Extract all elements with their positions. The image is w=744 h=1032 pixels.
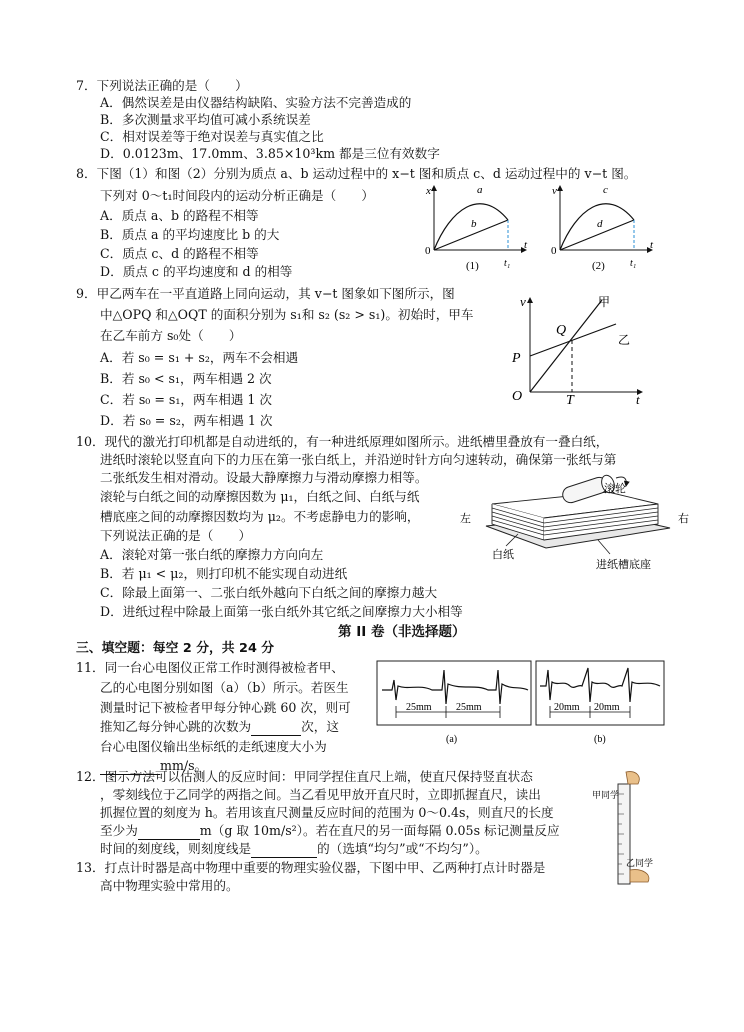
q9-option-c: C．若 s₀ = s₁，两车相遇 1 次 xyxy=(100,392,272,407)
q7-stem: 7．下列说法正确的是（ ） xyxy=(76,78,248,93)
section3-heading: 三、填空题：每空 2 分，共 24 分 xyxy=(76,641,275,656)
q8-graph-2 xyxy=(546,182,660,274)
ecg-a-dist-2: 25mm xyxy=(456,702,482,713)
q10-label-left: 左 xyxy=(460,513,471,525)
q10-printer-figure xyxy=(458,474,698,580)
ecg-b-dist-2: 20mm xyxy=(594,702,620,713)
graph1-x-label: t xyxy=(524,239,528,251)
q10-option-b: B．若 μ₁ < μ₂，则打印机不能实现自动进纸 xyxy=(100,566,348,581)
graph1-caption: (1) xyxy=(466,260,479,272)
q12-line-4-a: 至少为 xyxy=(100,823,138,838)
q9-label-jia: 甲 xyxy=(598,295,611,309)
graph1-line-b: b xyxy=(471,218,477,230)
q10-line-3: 二张纸发生相对滑动。设最大静摩擦力与滑动摩擦力相等。 xyxy=(100,470,428,485)
q8-graph-1 xyxy=(420,182,534,274)
q10-label-paper: 白纸 xyxy=(492,549,514,561)
part2-title: 第 II 卷（非选择题） xyxy=(338,624,466,640)
q10-option-a: A．滚轮对第一张白纸的摩擦力方向向左 xyxy=(100,547,324,562)
q9-line-2: 中△OPQ 和△OQT 的面积分别为 s₁和 s₂ (s₂ > s₁)。初始时，甲车 xyxy=(100,307,474,322)
q9-line-3: 在乙车前方 s₀处（ ） xyxy=(100,328,242,343)
graph2-y-label: v xyxy=(552,185,557,197)
q9-option-d: D．若 s₀ = s₂，两车相遇 1 次 xyxy=(100,413,273,428)
q10-line-5: 槽底座之间的动摩擦因数均为 μ₂。不考虑静电力的影响， xyxy=(100,509,420,524)
graph1-t1: t₁ xyxy=(504,258,511,269)
q8-option-c: C．质点 c、d 的路程不相等 xyxy=(100,246,259,261)
q7-option-a: A．偶然误差是由仪器结构缺陷、实验方法不完善造成的 xyxy=(100,95,412,110)
graph1-curve-a: a xyxy=(477,184,483,196)
q8-option-a: A．质点 a、b 的路程不相等 xyxy=(100,208,259,223)
q12-line-5-b: 的（选填“均匀”或“不均匀”）。 xyxy=(317,841,488,856)
q9-line-1: 9．甲乙两车在一平直道路上同向运动，其 v−t 图象如下图所示，图 xyxy=(76,286,455,301)
q10-line-4: 滚轮与白纸之间的动摩擦因数为 μ₁，白纸之间、白纸与纸 xyxy=(100,489,420,504)
q10-label-roller: 滚轮 xyxy=(604,483,626,495)
q12-blank-2[interactable] xyxy=(251,841,317,858)
graph2-line-d: d xyxy=(597,218,603,230)
q10-line-1: 10．现代的激光打印机都是自动进纸的，有一种进纸原理如图所示。进纸槽里叠放有一叠白纸， xyxy=(76,434,609,449)
q9-x-label: t xyxy=(636,392,640,407)
q11-ecg-figures xyxy=(376,660,666,750)
q7-option-c: C．相对误差等于绝对误差与真实值之比 xyxy=(100,129,324,144)
q9-point-Q: Q xyxy=(556,323,567,338)
q12-line-2: ，零刻线位于乙同学的两指之间。当乙看见甲放开直尺时，立即抓握直尺，读出 xyxy=(100,787,541,802)
q9-option-a: A．若 s₀ = s₁ + s₂，两车不会相遇 xyxy=(100,350,299,365)
q11-blank-1[interactable] xyxy=(251,719,301,736)
q10-line-2: 进纸时滚轮以竖直向下的力压在第一张白纸上，并沿逆时针方向匀速转动，确保第一张纸与第 xyxy=(100,452,617,467)
q12-line-1: 12．图示方法可以估测人的反应时间：甲同学捏住直尺上端，使直尺保持竖直状态 xyxy=(76,769,533,784)
ecg-caption-a: (a) xyxy=(446,734,458,745)
q9-vt-graph xyxy=(502,292,652,410)
q12-line-5-a: 时间的刻度线，则刻度线是 xyxy=(100,841,252,856)
q12-label-yi: 乙同学 xyxy=(626,858,654,868)
q8-option-b: B．质点 a 的平均速度比 b 的大 xyxy=(100,227,280,242)
q8-stem: 8．下图（1）和图（2）分别为质点 a、b 运动过程中的 x−t 图和质点 c、d 运动过程中的 v−t 图。 xyxy=(76,166,637,181)
q10-line-6: 下列说法正确的是（ ） xyxy=(100,528,252,543)
q11-line-5: 台心电图仪输出坐标纸的走纸速度大小为 xyxy=(100,739,327,754)
q9-point-P: P xyxy=(512,351,521,366)
graph1-y-label: x xyxy=(426,185,431,197)
q10-label-right: 右 xyxy=(678,513,689,525)
q9-point-T: T xyxy=(566,393,574,408)
q9-y-label: v xyxy=(520,294,526,309)
q11-line-4 xyxy=(100,719,339,736)
graph2-caption: (2) xyxy=(592,260,605,272)
q9-origin-O: O xyxy=(512,389,523,404)
q7-option-d: D．0.0123m、17.0mm、3.85×10³km 都是三位有效数字 xyxy=(100,146,440,161)
q12-line-5 xyxy=(100,841,488,858)
q7-option-b: B．多次测量求平均值可减小系统误差 xyxy=(100,112,311,127)
q10-label-base: 进纸槽底座 xyxy=(596,559,651,571)
graph2-t1: t₁ xyxy=(630,258,637,269)
graph2-x-label: t xyxy=(650,239,654,251)
q9-option-b: B．若 s₀ < s₁，两车相遇 2 次 xyxy=(100,371,272,386)
hand-bottom-icon xyxy=(630,870,649,882)
q13-line-1: 13．打点计时器是高中物理中重要的物理实验仪器，下图中甲、乙两种打点计时器是 xyxy=(76,860,546,875)
ecg-b-dist-1: 20mm xyxy=(554,702,580,713)
graph2-origin: 0 xyxy=(551,245,557,257)
q11-line-4-b: 次，这 xyxy=(301,719,339,734)
q11-line-6-unit: mm/s。 xyxy=(160,758,208,773)
ecg-a-dist-1: 25mm xyxy=(406,702,432,713)
q11-line-2: 乙的心电图分别如图（a）（b）所示。若医生 xyxy=(100,680,349,695)
graph1-origin: 0 xyxy=(425,245,431,257)
q10-option-d: D．进纸过程中除最上面第一张白纸外其它纸之间摩擦力大小相等 xyxy=(100,604,463,619)
q12-line-4 xyxy=(100,823,560,840)
q10-option-c: C．除最上面第一、二张白纸外越向下白纸之间的摩擦力越大 xyxy=(100,585,438,600)
q11-line-4-a: 推知乙每分钟心跳的次数为 xyxy=(100,719,252,734)
q8-sub: 下列对 0～t₁时间段内的运动分析正确是（ ） xyxy=(100,188,375,203)
q12-label-jia: 甲同学 xyxy=(592,790,620,800)
q12-blank-1[interactable] xyxy=(138,823,200,840)
graph2-curve-c: c xyxy=(603,184,608,196)
q11-line-1: 11．同一台心电图仪正常工作时测得被检者甲、 xyxy=(76,660,344,675)
q12-ruler-figure xyxy=(590,770,670,888)
q12-line-3: 抓握位置的刻度为 h。若用该直尺测量反应时间的范围为 0～0.4s，则直尺的长度 xyxy=(100,805,554,820)
q12-line-4-b: m（g 取 10m/s²）。若在直尺的另一面每隔 0.05s 标记测量反应 xyxy=(199,823,560,838)
q13-line-2: 高中物理实验中常用的。 xyxy=(100,878,239,893)
q11-line-3: 测量时记下被检者甲每分钟心跳 60 次，则可 xyxy=(100,700,351,715)
q9-label-yi: 乙 xyxy=(618,333,631,347)
ecg-caption-b: (b) xyxy=(594,734,606,745)
q8-option-d: D．质点 c 的平均速度和 d 的相等 xyxy=(100,264,293,279)
hand-top-icon xyxy=(626,772,639,784)
